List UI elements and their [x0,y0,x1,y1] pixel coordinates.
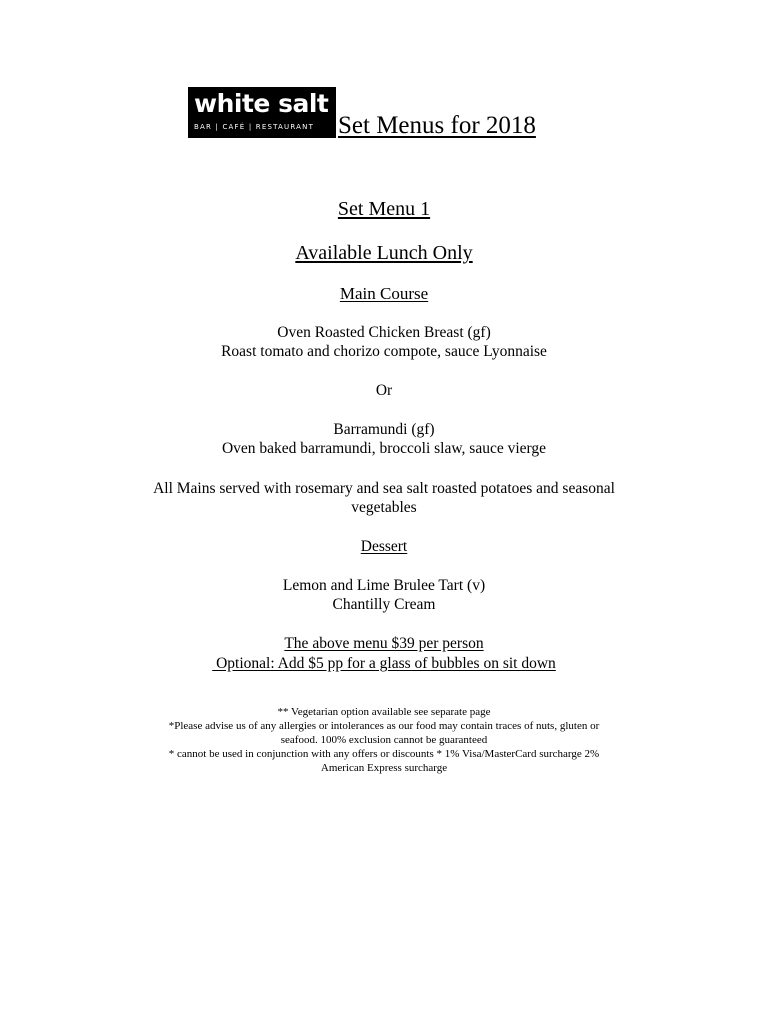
mains-note-line-2: vegetables [351,499,417,516]
mains-note-line-1: All Mains served with rosemary and sea salt roasted potatoes and seasonal [153,480,615,497]
optional-bubbles-line: Optional: Add $5 pp for a glass of bubbles on sit down [212,655,556,672]
footnote-surcharge-line-2: American Express surcharge [320,762,448,774]
main-option-1-description: Roast tomato and chorizo compote, sauce Lyonnaise [221,343,547,360]
white-salt-logo [188,87,336,138]
main-option-2-name: Barramundi (gf) [333,421,435,438]
or-separator: Or [375,382,393,399]
price-line: The above menu $39 per person [284,635,484,652]
dessert-heading: Dessert [360,538,408,555]
availability-heading: Available Lunch Only [295,242,473,264]
page-header [188,87,588,141]
footnote-vegetarian: ** Vegetarian option available see separate page [277,706,491,718]
footnote-allergies-line-1: *Please advise us of any allergies or intolerances as our food may contain traces of nuts, gluten or [168,720,600,732]
logo-wordmark: white salt [194,89,329,118]
main-option-2-description: Oven baked barramundi, broccoli slaw, sauce vierge [221,440,547,457]
main-course-heading: Main Course [339,284,429,303]
footnote-allergies-line-2: seafood. 100% exclusion cannot be guaranteed [280,734,488,746]
set-menu-title: Set Menu 1 [337,198,431,220]
dessert-description: Chantilly Cream [332,596,436,613]
dessert-name: Lemon and Lime Brulee Tart (v) [282,577,486,594]
logo-tagline: BAR | CAFÉ | RESTAURANT [194,123,315,131]
main-option-1-name: Oven Roasted Chicken Breast (gf) [277,324,491,341]
page-title: Set Menus for 2018 [338,112,536,139]
footnote-surcharge-line-1: * cannot be used in conjunction with any offers or discounts * 1% Visa/MasterCard surcharge 2% [168,748,600,760]
